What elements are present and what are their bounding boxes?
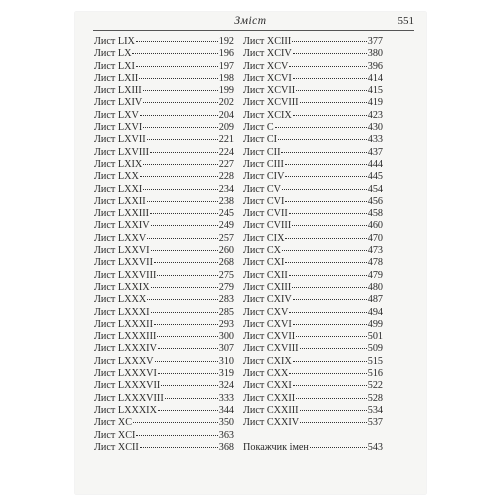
dot-leader [150,151,218,153]
dot-leader [139,77,217,79]
toc-entry-page: 509 [367,343,383,355]
dot-leader [293,298,367,300]
toc-entry-label: Лист LXXIII [94,208,149,220]
toc-entry-page: 363 [218,429,234,441]
toc-entry [94,331,234,343]
toc-entry-page: 350 [218,417,234,429]
toc-entry-page: 249 [218,220,234,232]
dot-leader [133,421,218,423]
toc-entry-page: 275 [218,269,234,281]
toc-entry-page: 224 [218,146,234,158]
dot-leader [158,347,218,349]
toc-entry [94,73,234,85]
toc-entry-label: Лист LXXX [94,294,147,306]
dot-leader [143,126,218,128]
toc-entry-page: 192 [218,36,234,47]
toc-entry-label: Лист CI [243,134,278,146]
dot-leader [147,237,218,239]
toc-entry-page: 228 [218,171,234,183]
toc-entry-label: Лист LXXXIII [94,331,157,343]
toc-entry-label: Лист XC [94,417,133,429]
dot-leader [282,249,367,251]
page-number: 551 [397,15,414,27]
toc-entry-page: 285 [218,306,234,318]
toc-entry [243,208,383,220]
toc-entry-page: 202 [218,97,234,109]
toc-entry-page: 300 [218,331,234,343]
toc-entry-page: 319 [218,368,234,380]
dot-leader [151,249,218,251]
toc-entry-page: 198 [218,72,234,84]
toc-entry-label: Лист LXVI [94,122,143,134]
book-page [75,12,426,494]
toc-entry [243,270,383,282]
toc-entry-page: 245 [218,208,234,220]
toc-entry-page: 433 [367,134,383,146]
toc-entry [94,220,234,232]
toc-entry-label: Лист LXXXIX [94,404,157,416]
toc-entry-page: 516 [367,368,383,380]
dot-leader [310,446,367,448]
toc-entry-page: 257 [218,232,234,244]
toc-entry [243,356,383,368]
dot-leader [140,114,218,116]
toc-entry-label: Лист CVIII [243,220,292,232]
toc-entry [243,122,383,134]
toc-entry [94,245,234,257]
toc-entry-page: 227 [218,158,234,170]
toc-entry [94,356,234,368]
toc-entry-page: 283 [218,294,234,306]
toc-entry [243,97,383,109]
toc-entry-label: Лист LXXXVI [94,368,157,380]
dot-leader [157,274,217,276]
toc-entry [94,257,234,269]
dot-leader [285,163,367,165]
dot-leader [278,138,367,140]
toc-entry [94,171,234,183]
toc-entry [243,282,383,294]
toc-entry-label: Лист CXV [243,306,289,318]
toc-entry-label: Лист CXXII [243,392,296,404]
toc-entry [243,85,383,97]
toc-entry-page: 279 [218,281,234,293]
toc-entry [243,73,383,85]
toc-entry-label: Лист CXIX [243,355,292,367]
dot-leader [292,40,367,42]
toc-entry-page: 479 [367,269,383,281]
toc-entry-page: 445 [367,171,383,183]
dot-leader [293,114,367,116]
toc-entry-label: Лист LXXIX [94,281,150,293]
toc-entry [243,307,383,319]
toc-entry-label: Лист LXXIV [94,220,150,232]
dot-leader [292,286,367,288]
toc-entry [94,159,234,171]
toc-entry-label: Лист CXVIII [243,343,299,355]
toc-entry [94,48,234,60]
dot-leader [143,101,218,103]
toc-entry-label: Лист LXVII [94,134,146,146]
toc-entry [94,442,234,454]
toc-entry-label: Лист LXXXVII [94,380,161,392]
toc-entry-page: 460 [367,220,383,232]
toc-entry-index [243,442,383,454]
toc-entry [243,331,383,343]
toc-entry-page: 454 [367,183,383,195]
dot-leader [285,200,366,202]
toc-entry-label: Лист CXXIII [243,404,299,416]
toc-entry [243,184,383,196]
toc-entry [94,343,234,355]
spacer [243,430,383,442]
toc-entry [243,110,383,122]
toc-entry-page: 534 [367,404,383,416]
toc-entry-page: 543 [367,441,383,453]
dot-leader [289,372,366,374]
dot-leader [285,261,366,263]
dot-leader [296,335,367,337]
dot-leader [296,397,367,399]
dot-leader [289,274,367,276]
toc-entry-page: 310 [218,355,234,367]
toc-entry-page: 238 [218,195,234,207]
dot-leader [300,409,367,411]
toc-entry [94,430,234,442]
dot-leader [151,286,218,288]
toc-entry [94,196,234,208]
dot-leader [289,212,367,214]
toc-entry [94,368,234,380]
toc-entry-page: 333 [218,392,234,404]
toc-entry-page: 368 [218,441,234,453]
toc-entry-label: Лист LXX [94,171,139,183]
toc-entry-label: Лист CXXIV [243,417,300,429]
toc-entry [243,319,383,331]
dot-leader [293,384,367,386]
dot-leader [136,40,218,42]
toc-entry-page: 423 [367,109,383,121]
toc-entry-label: Лист XCIII [243,36,292,47]
dot-leader [293,77,367,79]
toc-entry-label: Лист CXX [243,368,289,380]
toc-entry [94,85,234,97]
toc-entry-label: Лист LXXXII [94,318,153,330]
toc-entry [94,134,234,146]
dot-leader [147,138,218,140]
running-title: Зміст [234,15,267,27]
header-rule [93,30,414,31]
toc-column-right [243,36,383,454]
dot-leader [157,335,217,337]
toc-entry [94,61,234,73]
toc-entry [243,220,383,232]
toc-entry-label: Лист CXVI [243,318,292,330]
toc-entry [94,110,234,122]
dot-leader [289,65,366,67]
dot-leader [293,360,367,362]
dot-leader [285,237,366,239]
dot-leader [140,446,218,448]
toc-entry-label: Лист CIV [243,171,285,183]
dot-leader [150,212,218,214]
toc-entry-label: Лист LXI [94,60,135,72]
dot-leader [143,89,218,91]
dot-leader [275,126,367,128]
toc-entry-label: Лист LXII [94,72,139,84]
dot-leader [161,384,217,386]
toc-entry [94,417,234,429]
toc-entry-label: Лист LXVIII [94,146,149,158]
toc-entry-page: 293 [218,318,234,330]
toc-entry-label: Лист LXIV [94,97,143,109]
toc-entry-page: 430 [367,122,383,134]
toc-entry-label: Лист CXVII [243,331,296,343]
toc-entry [94,294,234,306]
toc-entry [94,307,234,319]
toc-entry-page: 522 [367,380,383,392]
toc-entry-page: 396 [367,60,383,72]
dot-leader [165,397,218,399]
toc-entry-page: 197 [218,60,234,72]
toc-entry [243,48,383,60]
toc-entry [94,97,234,109]
toc-entry [94,36,234,48]
toc-entry-label: Лист LXXVI [94,245,150,257]
dot-leader [132,52,217,54]
page-header [75,12,426,32]
toc-entry-page: 499 [367,318,383,330]
dot-leader [300,101,367,103]
toc-entry-label: Лист C [243,122,274,134]
toc-entry-label: Лист LXXVIII [94,269,157,281]
dot-leader [300,347,367,349]
toc-entry-page: 199 [218,85,234,97]
toc-entry-label: Лист LXIII [94,85,142,97]
toc-entry [94,122,234,134]
toc-entry-page: 487 [367,294,383,306]
toc-entry [94,380,234,392]
toc-entry [94,147,234,159]
dot-leader [151,224,218,226]
toc-entry-label: Лист XCVI [243,72,292,84]
toc-entry-page: 415 [367,85,383,97]
toc-entry-label: Лист CVI [243,195,285,207]
toc-entry-label: Лист XCV [243,60,289,72]
toc-entry-label: Лист CXXI [243,380,292,392]
toc-entry-page: 501 [367,331,383,343]
dot-leader [151,311,218,313]
toc-entry-page: 473 [367,245,383,257]
toc-entry-label: Лист XCII [94,441,139,453]
toc-entry-label: Лист XCI [94,429,136,441]
toc-entry-label: Лист LIX [94,36,135,47]
toc-entry-page: 234 [218,183,234,195]
dot-leader [158,372,218,374]
toc-entry-page: 437 [367,146,383,158]
toc-entry [94,270,234,282]
dot-leader [140,175,218,177]
toc-entry [243,196,383,208]
toc-entry-label: Лист LXXXIV [94,343,157,355]
toc-entry-label: Лист XCIX [243,109,292,121]
toc-entry [243,257,383,269]
toc-entry-page: 268 [218,257,234,269]
toc-entry-page: 480 [367,281,383,293]
toc-entry-page: 419 [367,97,383,109]
toc-entry-page: 307 [218,343,234,355]
toc-entry-label: Лист XCIV [243,48,292,60]
toc-entry-page: 344 [218,404,234,416]
toc-entry [243,343,383,355]
toc-entry-label: Лист XCVII [243,85,296,97]
toc-entry [243,147,383,159]
toc-entry [94,393,234,405]
toc-entry-page: 515 [367,355,383,367]
toc-entry-label: Лист CXIV [243,294,292,306]
toc-entry-label: Покажчик імен [243,441,309,453]
toc-entry-page: 204 [218,109,234,121]
toc-entry-label: Лист LXXV [94,232,147,244]
toc-entry [243,159,383,171]
toc-entry-page: 324 [218,380,234,392]
toc-entry-label: Лист CV [243,183,282,195]
toc-entry [243,294,383,306]
toc-entry-label: Лист CII [243,146,281,158]
dot-leader [136,65,218,67]
dot-leader [300,421,367,423]
toc-entry-label: Лист LXXII [94,195,146,207]
toc-entry-label: Лист LXIX [94,158,143,170]
toc-entry-page: 458 [367,208,383,220]
dot-leader [147,298,218,300]
toc-entry-page: 209 [218,122,234,134]
toc-entry [94,208,234,220]
dot-leader [285,175,366,177]
dot-leader [293,323,367,325]
toc-entry [243,171,383,183]
toc-entry-page: 444 [367,158,383,170]
toc-entry [94,184,234,196]
dot-leader [147,200,218,202]
toc-entry-label: Лист LXXXVIII [94,392,164,404]
toc-entry-page: 470 [367,232,383,244]
toc-entry-label: Лист CIII [243,158,284,170]
toc-entry-page: 456 [367,195,383,207]
toc-entry-page: 528 [367,392,383,404]
toc-entry [243,380,383,392]
toc-entry-page: 196 [218,48,234,60]
toc-entry-label: Лист CXIII [243,281,292,293]
toc-entry [243,245,383,257]
toc-entry-page: 537 [367,417,383,429]
toc-entry-label: Лист CIX [243,232,285,244]
toc-entry-page: 478 [367,257,383,269]
toc-entry [94,282,234,294]
toc-entry-label: Лист LXXVII [94,257,153,269]
dot-leader [296,89,367,91]
dot-leader [155,360,218,362]
toc-entry-page: 377 [367,36,383,47]
toc-entry [94,405,234,417]
toc-entry [243,393,383,405]
toc-entry [243,368,383,380]
toc-entry-label: Лист LXXI [94,183,143,195]
toc-entry-label: Лист LXV [94,109,139,121]
dot-leader [289,311,366,313]
dot-leader [136,434,217,436]
dot-leader [292,224,367,226]
dot-leader [154,323,218,325]
toc-entry [243,233,383,245]
toc-entry-page: 380 [367,48,383,60]
toc-entry-label: Лист LX [94,48,132,60]
toc-column-left [94,36,234,454]
toc-entry [243,134,383,146]
toc-entry-page: 494 [367,306,383,318]
dot-leader [154,261,218,263]
toc-entry-page: 260 [218,245,234,257]
toc-entry [243,61,383,73]
toc-entry-label: Лист LXXXV [94,355,154,367]
toc-entry-page: 221 [218,134,234,146]
toc-entry-label: Лист CX [243,245,282,257]
dot-leader [281,151,366,153]
toc-entry-label: Лист CXII [243,269,288,281]
toc-entry-label: Лист LXXXI [94,306,150,318]
toc-entry [243,405,383,417]
toc-entry-label: Лист CXI [243,257,285,269]
toc-entry [94,319,234,331]
toc-entry-page: 414 [367,72,383,84]
toc-entry-label: Лист CVII [243,208,288,220]
dot-leader [158,409,218,411]
dot-leader [143,188,218,190]
toc-entry [94,233,234,245]
dot-leader [293,52,367,54]
toc-entry-label: Лист XCVIII [243,97,299,109]
dot-leader [143,163,218,165]
toc-entry [243,36,383,48]
toc-entry [243,417,383,429]
dot-leader [282,188,367,190]
